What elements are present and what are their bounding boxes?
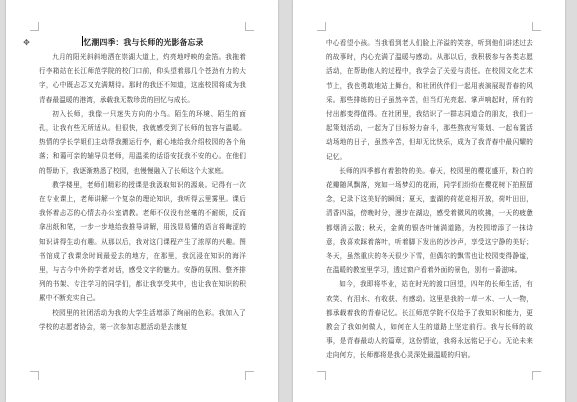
- text-cursor: [82, 36, 83, 46]
- paragraph[interactable]: 中心看望小孩。当我看到老人们脸上洋溢的笑容，听到他们讲述过去的故事时，内心充满了温暖与感动。从那以后，我积极参与各类志愿活动，在帮助他人的过程中，我学会了关爱与责任。在校园文化艺术节上，我也勇敢地站上舞台，和社团伙伴们一起用表演展现青春的风采。那些排练的日子虽然辛苦，但当灯光亮起、掌声响起时，所有的付出都变得值得。在社团里，我结识了一群志同道合的朋友，我们一起策划活动，一起为了目标努力奋斗，那些熬夜写策划、一起布置活动场地的日子，虽然辛苦，但却无比快乐，成为了我青春中最闪耀的记忆。: [326, 39, 533, 161]
- document-title[interactable]: [39, 36, 246, 49]
- crop-mark-bottom-right: [532, 371, 541, 380]
- table-move-handle-icon[interactable]: ✥: [23, 38, 30, 47]
- document-page-right[interactable]: [293, 0, 565, 402]
- crop-mark-bottom-left: [30, 371, 39, 380]
- page-body-left[interactable]: [39, 36, 246, 380]
- crop-mark-top-right: [532, 22, 541, 31]
- crop-mark-top-right: [245, 22, 254, 31]
- paragraph[interactable]: 如今，我即将毕业，站在时光的渡口回望，四年的长师生活，有欢笑、有泪水、有收获、有感动。这里是我的一草一木、一人一物，都承载着我的青春记忆。长江师范学院不仅给予了我知识和能力，更教会了我如何做人，如何在人生的道路上坚定前行。我与长师的故事，是青春最动人的篇章，这份情谊，我将永远铭记于心。无论未来走向何方，长师都将是我心灵深处最温暖的归宿。: [326, 280, 533, 360]
- paragraph[interactable]: 校园里的社团活动为我的大学生活增添了绚丽的色彩。我加入了学校的志愿者协会，第一次参加志愿活动是去康复: [39, 308, 246, 331]
- page-body-right[interactable]: [326, 36, 533, 380]
- paragraph[interactable]: 初入长师，我像一只迷失方向的小鸟。陌生的环境、陌生的面孔，让我有些无所适从。但很快，我就感受到了长师的包容与温暖。热情的学长学姐们主动帮我搬运行李，耐心地给我介绍校园的各个角落；和蔼可亲的辅导员老师，用温柔的话语安抚我不安的心。在他们的帮助下，我逐渐熟悉了校园，也慢慢融入了长师这个大家庭。: [39, 109, 246, 175]
- crop-mark-bottom-right: [245, 371, 254, 380]
- paragraph[interactable]: 教学楼里，老师们精彩的授课是我汲取知识的源泉。记得有一次在专业课上，老师讲解一个复杂的理论知识，我听得云里雾里。课后我怀着忐忑的心情去办公室请教。老师不仅没有丝毫的不耐烦，反而拿出纸和笔，一步一步地给我推导讲解，用浅显易懂的语言将晦涩的知识讲得生动有趣。从那以后，我对这门课程产生了浓厚的兴趣。图书馆成了我课余时间最爱去的地方，在那里，我沉浸在知识的海洋里，与古今中外的学者对话，感受文字的魅力。安静的氛围、整齐排列的书架、专注学习的同学们，都让我享受其中，也让我在知识的积累中不断充实自己。: [39, 180, 246, 303]
- crop-mark-bottom-left: [317, 371, 326, 380]
- paragraph[interactable]: 长师的四季都有着独特的美。春天，校园里的樱花盛开，粉白的花瓣随风飘落，宛如一场梦幻的花雨，同学们纷纷在樱花树下拍照留念，记录下这美好的瞬间；夏天，蛮湖的荷花竞相开放，荷叶田田，清香四溢，傍晚时分，漫步在湖边，感受着微风的吹拂，一天的疲惫都烟消云散；秋天，金黄的银杏叶铺满道路，为校园增添了一抹诗意，我喜欢踩着落叶，听着脚下发出的沙沙声，享受这宁静的美好；冬天，虽然重庆的冬天很少下雪，但偶尔的飘雪也让校园变得静谧，在温暖的教室里学习，透过窗户看着外面的景色，别有一番滋味。: [326, 166, 533, 275]
- crop-mark-top-left: [317, 22, 326, 31]
- document-title-text: 忆潮四季：我与长师的光影备忘录: [83, 38, 204, 47]
- crop-mark-top-left: [30, 22, 39, 31]
- document-page-left[interactable]: [6, 0, 278, 402]
- paragraph[interactable]: 九月的阳光斜斜地洒在崇湖大道上，灼亮地呼映的金箔。我拖着行李箱站在长江师范学院的校门口前，仰头望着那几个苍劲有力的大字，心中既忐忑又充满期待。那时的我还不知道，这座校园将成为我青春最温暖的港湾，承载我无数珍贵的回忆与成长。: [39, 53, 246, 104]
